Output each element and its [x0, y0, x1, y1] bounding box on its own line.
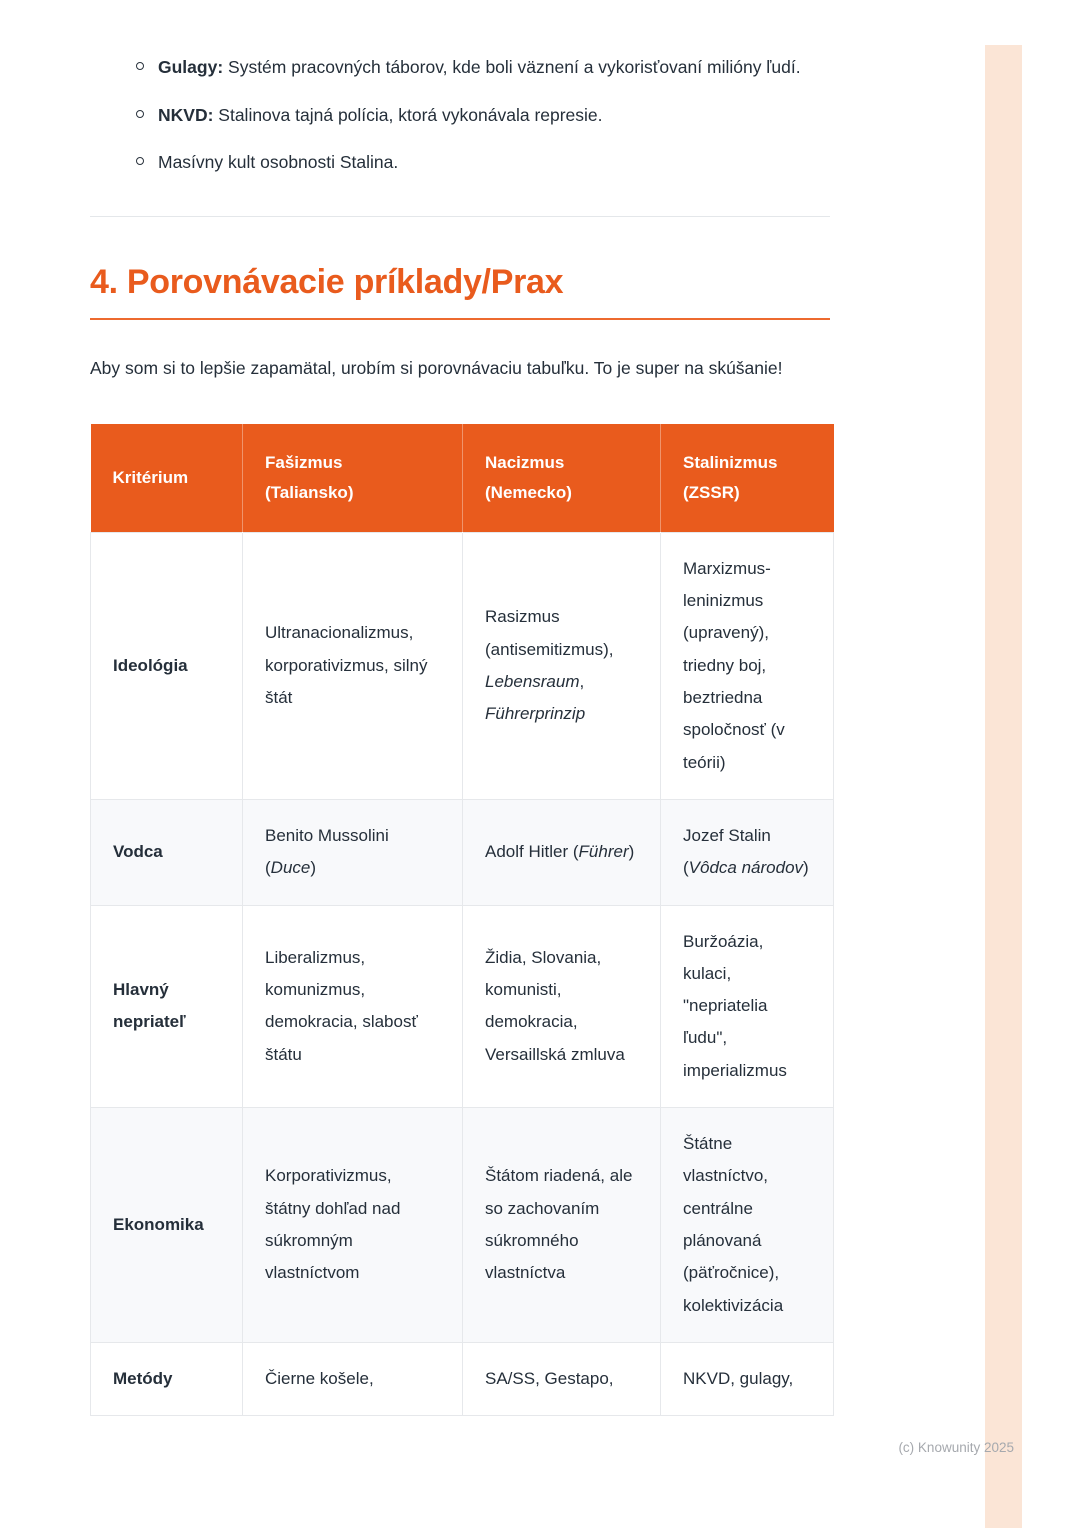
- intro-paragraph: Aby som si to lepšie zapamätal, urobím si porovnávaciu tabuľku. To je super na skúšanie!: [90, 357, 783, 378]
- criterion-cell: Ideológia: [91, 532, 243, 799]
- table-header-row: [91, 424, 834, 532]
- header-cell-criterion: Kritérium: [91, 424, 243, 532]
- bullet-text: [158, 147, 398, 178]
- section-heading: 4. Porovnávacie príklady/Prax: [90, 263, 830, 320]
- table-cell: Marxizmus-leninizmus (upravený), triedny boj, beztriedna spoločnosť (v teórii): [661, 532, 834, 799]
- table-cell: Židia, Slovania, komunisti, demokracia, Versaillská zmluva: [463, 905, 661, 1107]
- table-cell: Liberalizmus, komunizmus, demokracia, slabosť štátu: [243, 905, 463, 1107]
- table-row: [91, 532, 834, 799]
- table-cell: Jozef Stalin (Vôdca národov): [661, 799, 834, 905]
- criterion-cell: Ekonomika: [91, 1108, 243, 1343]
- bullet-text: [158, 100, 603, 131]
- bullet-text: [158, 52, 801, 83]
- header-cell-stalinism: Stalinizmus (ZSSR): [661, 424, 834, 532]
- bullet-rest: Masívny kult osobnosti Stalina.: [158, 152, 399, 173]
- comparison-table-body: [91, 532, 834, 1415]
- footer-credit: (c) Knowunity 2025: [898, 1440, 1014, 1455]
- table-cell: SA/SS, Gestapo,: [463, 1342, 661, 1415]
- criterion-cell: Hlavný nepriateľ: [91, 905, 243, 1107]
- table-cell: Štátne vlastníctvo, centrálne plánovaná (päťročnice), kolektivizácia: [661, 1108, 834, 1343]
- table-cell: Benito Mussolini (Duce): [243, 799, 463, 905]
- bullet-item: [90, 52, 835, 83]
- bullet-list: [90, 52, 835, 178]
- table-row: [91, 905, 834, 1107]
- table-row: [91, 1342, 834, 1415]
- table-cell: NKVD, gulagy,: [661, 1342, 834, 1415]
- bullet-item: [90, 100, 835, 131]
- table-cell: Štátom riadená, ale so zachovaním súkromného vlastníctva: [463, 1108, 661, 1343]
- bullet-label: Gulagy:: [158, 57, 224, 77]
- page-content: [90, 0, 835, 1416]
- header-cell-nazism: Nacizmus (Nemecko): [463, 424, 661, 532]
- table-header: [91, 424, 834, 532]
- bullet-label: NKVD:: [158, 104, 214, 125]
- bullet-rest: Stalinova tajná polícia, ktorá vykonávala represie.: [213, 104, 603, 125]
- bullet-icon: [136, 62, 144, 70]
- bullet-icon: [136, 157, 144, 165]
- bullet-item: [90, 147, 835, 178]
- table-cell: Ultranacionalizmus, korporativizmus, silný štát: [243, 532, 463, 799]
- bullet-rest: Systém pracovných táborov, kde boli väznení a vykorisťovaní milióny ľudí.: [223, 57, 801, 77]
- header-cell-fascism: Fašizmus (Taliansko): [243, 424, 463, 532]
- table-cell: Buržoázia, kulaci, "nepriatelia ľudu", imperializmus: [661, 905, 834, 1107]
- table-cell: Rasizmus (antisemitizmus), Lebensraum, Führerprinzip: [463, 532, 661, 799]
- table-row: [91, 799, 834, 905]
- bullet-icon: [136, 110, 144, 118]
- comparison-table: [90, 424, 834, 1416]
- table-cell: Adolf Hitler (Führer): [463, 799, 661, 905]
- decorative-side-stripe: [985, 45, 1022, 1528]
- criterion-cell: Metódy: [91, 1342, 243, 1415]
- table-cell: Korporativizmus, štátny dohľad nad súkromným vlastníctvom: [243, 1108, 463, 1343]
- section-divider: [90, 216, 830, 217]
- criterion-cell: Vodca: [91, 799, 243, 905]
- table-cell: Čierne košele,: [243, 1342, 463, 1415]
- table-row: [91, 1108, 834, 1343]
